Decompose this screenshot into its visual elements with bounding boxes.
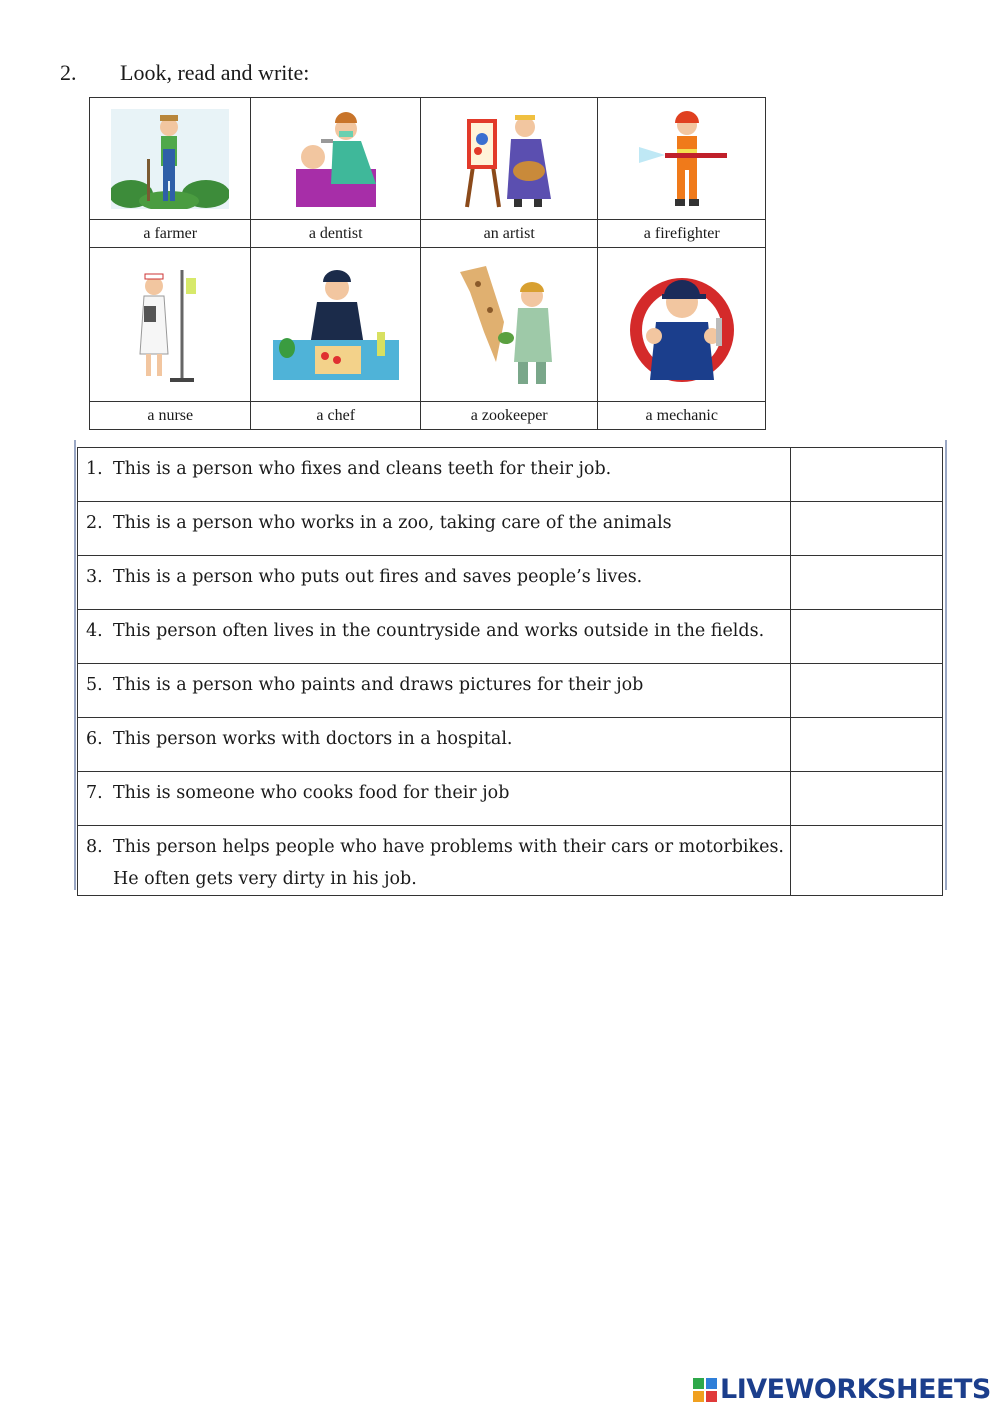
- dentist-picture-cell: [251, 98, 421, 220]
- question-number: 6.: [86, 729, 103, 749]
- questions-table: [77, 447, 943, 896]
- farmer-picture-cell: [90, 98, 251, 220]
- artist-icon: [459, 109, 559, 209]
- answer-box[interactable]: [791, 610, 943, 664]
- job-label: a nurse: [90, 402, 251, 430]
- question-text-continued: He often gets very dirty in his job.: [113, 868, 417, 889]
- chef-icon: [273, 262, 399, 387]
- question-number: 3.: [86, 567, 103, 587]
- question-text: This is a person who paints and draws pictures for their job: [113, 675, 644, 695]
- question-row: [78, 448, 943, 502]
- job-label: a chef: [251, 402, 421, 430]
- job-label: a firefighter: [598, 220, 766, 248]
- question-row: [78, 610, 943, 664]
- logo-text: LIVEWORKSHEETS: [720, 1374, 991, 1405]
- mechanic-icon: [626, 262, 738, 387]
- question-number: 5.: [86, 675, 103, 695]
- answer-box[interactable]: [791, 826, 943, 896]
- dentist-icon: [291, 109, 381, 209]
- job-label: a dentist: [251, 220, 421, 248]
- question-text: This person helps people who have problems with their cars or motorbikes.: [113, 837, 784, 857]
- answer-box[interactable]: [791, 718, 943, 772]
- exercise-number: 2.: [60, 60, 77, 85]
- answer-box[interactable]: [791, 664, 943, 718]
- nurse-picture-cell: [90, 248, 251, 402]
- answer-box[interactable]: [791, 448, 943, 502]
- question-number: 7.: [86, 783, 103, 803]
- job-label: a zookeeper: [420, 402, 598, 430]
- question-row: [78, 826, 943, 896]
- job-picture-grid: [89, 97, 766, 430]
- zookeeper-icon: [456, 262, 562, 387]
- firefighter-picture-cell: [598, 98, 766, 220]
- job-label: a mechanic: [598, 402, 766, 430]
- mechanic-picture-cell: [598, 248, 766, 402]
- question-text: This is a person who works in a zoo, taking care of the animals: [113, 513, 672, 533]
- question-text: This person works with doctors in a hospital.: [113, 729, 513, 749]
- exercise-heading: [60, 60, 309, 86]
- chef-picture-cell: [251, 248, 421, 402]
- exercise-instruction: Look, read and write:: [120, 60, 310, 85]
- zookeeper-picture-cell: [420, 248, 598, 402]
- question-row: [78, 664, 943, 718]
- job-label: a farmer: [90, 220, 251, 248]
- question-text: This is a person who puts out fires and saves people’s lives.: [113, 567, 643, 587]
- artist-picture-cell: [420, 98, 598, 220]
- liveworksheets-logo: [693, 1374, 991, 1405]
- question-row: [78, 556, 943, 610]
- question-number: 8.: [86, 837, 103, 857]
- answer-box[interactable]: [791, 502, 943, 556]
- question-number: 1.: [86, 459, 103, 479]
- question-text: This is a person who fixes and cleans teeth for their job.: [113, 459, 612, 479]
- question-number: 4.: [86, 621, 103, 641]
- firefighter-icon: [637, 109, 727, 209]
- job-label: an artist: [420, 220, 598, 248]
- answer-box[interactable]: [791, 772, 943, 826]
- question-text: This is someone who cooks food for their job: [113, 783, 510, 803]
- question-row: [78, 772, 943, 826]
- farmer-icon: [111, 109, 229, 209]
- question-row: [78, 502, 943, 556]
- question-number: 2.: [86, 513, 103, 533]
- liveworksheets-logo-icon: [693, 1378, 717, 1402]
- answer-box[interactable]: [791, 556, 943, 610]
- question-text: This person often lives in the countryside and works outside in the fields.: [113, 621, 765, 641]
- nurse-icon: [130, 262, 210, 387]
- question-row: [78, 718, 943, 772]
